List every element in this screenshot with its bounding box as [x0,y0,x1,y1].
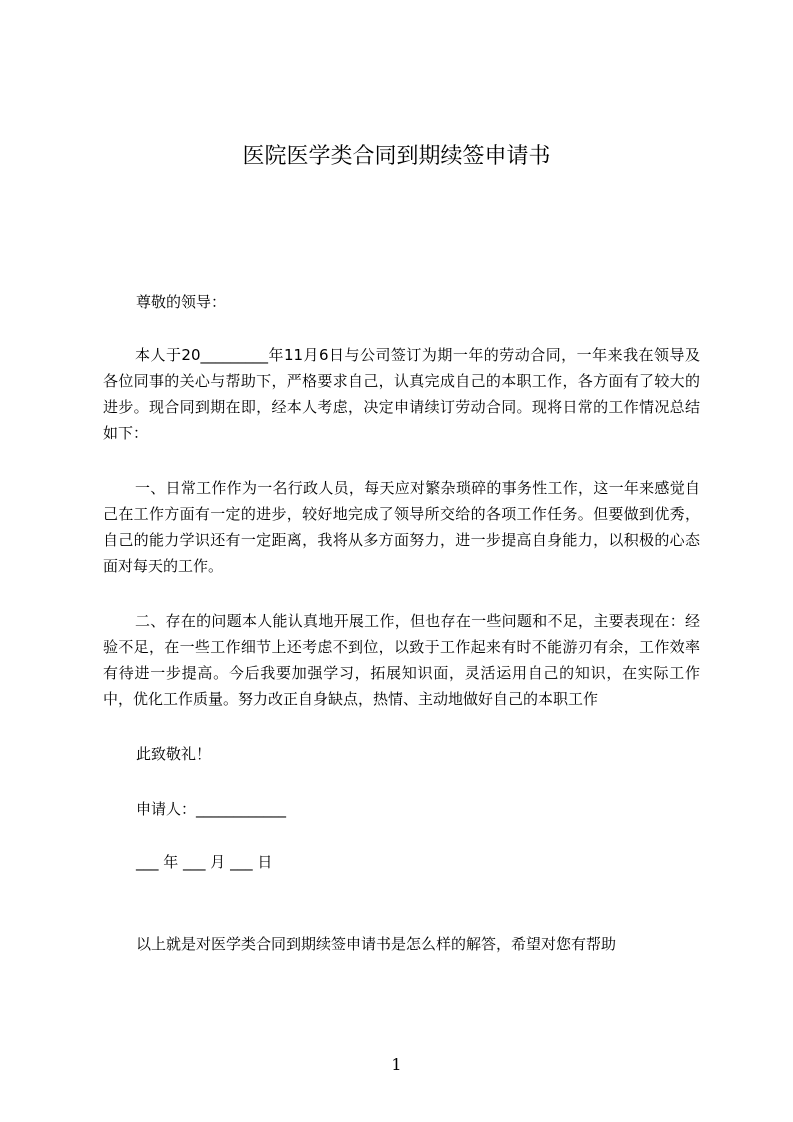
applicant-signature-line: 申请人：____________ [136,800,287,818]
paragraph-daily-work: 一、日常工作作为一名行政人员，每天应对繁杂琐碎的事务性工作，这一年来感觉自己在工作方面有一定的进步，较好地完成了领导所交给的各项工作任务。但要做到优秀，自己的能力学识还有一定距离，我将从多方面努力，进一步提高自身能力，以积极的心态面对每天的工作。 [103,479,700,575]
salutation: 尊敬的领导： [136,293,227,311]
date-line: ___ 年 ___ 月 ___ 日 [136,853,273,871]
page-number: 1 [391,1055,402,1074]
paragraph-problems: 二、存在的问题本人能认真地开展工作，但也存在一些问题和不足，主要表现在：经验不足，在一些工作细节上还考虑不到位，以致于工作起来有时不能游刃有余，工作效率有待进一步提高。今后我要加强学习，拓展知识面，灵活运用自己的知识，在实际工作中，优化工作质量。努力改正自身缺点，热情、主动地做好自己的本职工作 [103,612,700,708]
paragraph-intro: 本人于20_________年11月6日与公司签订为期一年的劳动合同，一年来我在领导及各位同事的关心与帮助下，严格要求自己，认真完成自己的本职工作，各方面有了较大的进步。现合同到期在即，经本人考虑，决定申请续订劳动合同。现将日常的工作情况总结如下： [103,346,700,442]
summary-text: 以上就是对医学类合同到期续签申请书是怎么样的解答，希望对您有帮助 [136,935,617,953]
document-title: 医院医学类合同到期续签申请书 [242,144,551,169]
closing-salute: 此致敬礼！ [136,745,212,763]
